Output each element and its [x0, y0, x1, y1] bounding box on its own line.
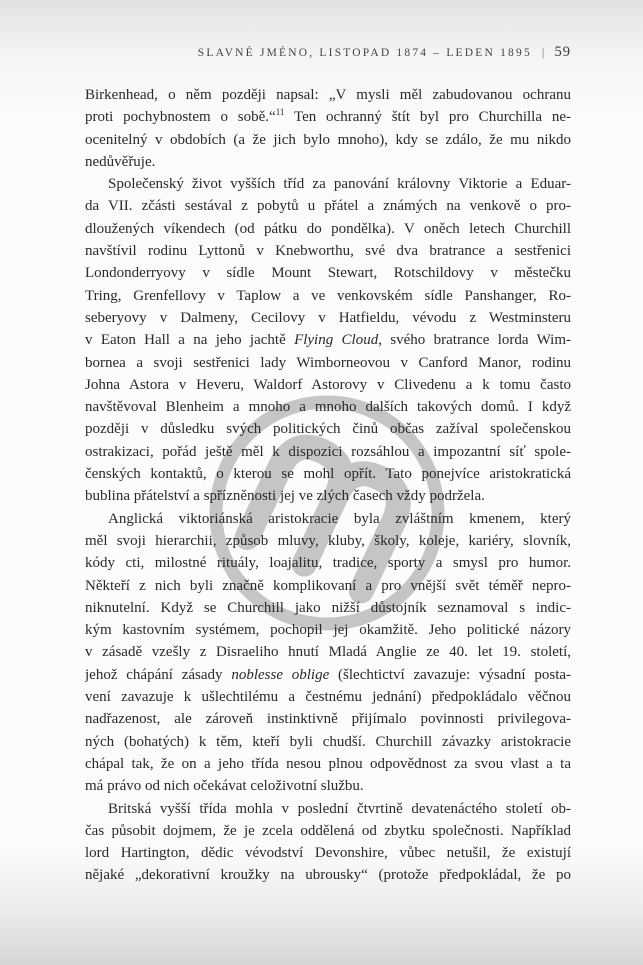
- text-line: později v důsledku svých politických činů občas zažíval společenskou: [85, 421, 571, 438]
- text-line: navštěvoval Blenheim a mnoho a mnoho dalších takových domů. I když: [85, 399, 571, 416]
- text-line: lord Hartington, dědic vévodství Devonshire, vůbec netušil, že existují: [85, 845, 571, 862]
- text-line: kým kastovním systémem, pochopil jej okamžitě. Jeho politické názory: [85, 622, 571, 639]
- text-line: Tring, Grenfellovy v Taplow a ve venkovském sídle Panshanger, Ro-: [85, 287, 571, 304]
- text-line: čenských kontaktů, o kterou se mohl opřít. Tato ponejvíce aristokratická: [85, 466, 571, 483]
- text-line: měl svoji hierarchii, způsob mluvy, kluby, školy, koleje, kariéry, slovník,: [85, 532, 571, 549]
- text-line: vení zavazuje k ušlechtilému a čestnému jednání) předpokládalo věčnou: [85, 689, 571, 706]
- text-line: ocenitelný v obdobích (a že jich bylo mnoho), kdy se zdálo, že mu nikdo: [85, 131, 571, 148]
- text-line: da VII. zčásti sestával z pobytů u přátel a známých na venkově o pro-: [85, 198, 571, 215]
- paragraph: [85, 798, 571, 887]
- text-line: Někteří z nich byli značně komplikovaní a pro vnější svět téměř nepro-: [85, 577, 571, 594]
- text-line: v Eaton Hall a na jeho jachtě Flying Cloud, svého bratrance lorda Wim-: [85, 332, 571, 349]
- text-line: v zásadě vzešly z Disraeliho hnutí Mladá Anglie ze 40. let 19. století,: [85, 644, 571, 661]
- text-line: ných (bohatých) k těm, kteří byli chudší. Churchill závazky aristokracie: [85, 733, 571, 750]
- header-title: SLAVNÉ JMÉNO, LISTOPAD 1874 – LEDEN 1895: [197, 47, 532, 59]
- page-body: [85, 84, 571, 887]
- paragraph: [85, 508, 571, 798]
- text-line: nadřazenost, ale zároveň instinktivně přijímalo povinnosti privilegova-: [85, 711, 571, 728]
- text-line: Birkenhead, o něm později napsal: „V mysli měl zabudovanou ochranu: [85, 87, 571, 103]
- text-line: Johna Astora v Heveru, Waldorf Astorovy v Clivedenu a k tomu často: [85, 376, 571, 393]
- text-line: niknutelní. Když se Churchill jako nižší důstojník seznamoval s indic-: [85, 599, 571, 616]
- paragraph: [85, 84, 571, 173]
- text-line: nedůvěřuje.: [85, 153, 156, 170]
- text-line: má právo od nich očekávat celoživotní službu.: [85, 778, 364, 795]
- text-line: Anglická viktoriánská aristokracie byla zvláštním kmenem, který: [108, 510, 571, 527]
- page-number: 59: [554, 44, 571, 60]
- text-line: ostrakizaci, pořád ještě měl k dispozici rozsáhlou a impozantní síť spole-: [85, 443, 571, 460]
- text-line: kódy cti, milostné rituály, loajalitu, tradice, sporty a smysl pro humor.: [85, 555, 571, 572]
- text-line: Britská vyšší třída mohla v poslední čtvrtině devatenáctého století ob-: [108, 800, 571, 817]
- text-line: seberyovy v Dalmeny, Cecilovy v Hatfieldu, vévodu z Westminsteru: [85, 309, 571, 326]
- paragraph: [85, 173, 571, 507]
- text-line: dloužených víkendech (od pátku do pondělka). V oněch letech Churchill: [85, 220, 571, 237]
- text-line: čas působit dojmem, že je zcela oddělená od zbytku společnosti. Například: [85, 822, 571, 839]
- text-line: Společenský život vyšších tříd za panování královny Viktorie a Eduar-: [108, 176, 571, 193]
- header-separator: |: [541, 45, 547, 59]
- text-line: nějaké „dekorativní kroužky na ubrousky“ (protože předpokládal, že po: [85, 867, 571, 884]
- text-line: proti pochybnostem o sobě.“$^{11}$ Ten ochranný štít byl pro Churchilla ne-: [85, 107, 571, 126]
- text-line: navštívil rodinu Lyttonů v Knebworthu, své dva bratrance a sestřenici: [85, 243, 571, 260]
- text-line: jehož chápání zásady noblesse oblige (šlechtictví zavazuje: výsadní posta-: [85, 666, 571, 683]
- running-header: [85, 44, 571, 61]
- text-line: chápal tak, že on a jeho třída nesou plnou odpovědnost za svou vlast a ta: [85, 755, 571, 772]
- text-line: Londonderryovy v sídle Mount Stewart, Rotschildovy v městečku: [85, 265, 571, 282]
- text-line: bublina přátelství a spřízněnosti jej ve zlých časech vždy podržela.: [85, 488, 485, 505]
- text-line: bornea a svoji sestřenici lady Wimborneovou v Canford Manor, rodinu: [85, 354, 571, 371]
